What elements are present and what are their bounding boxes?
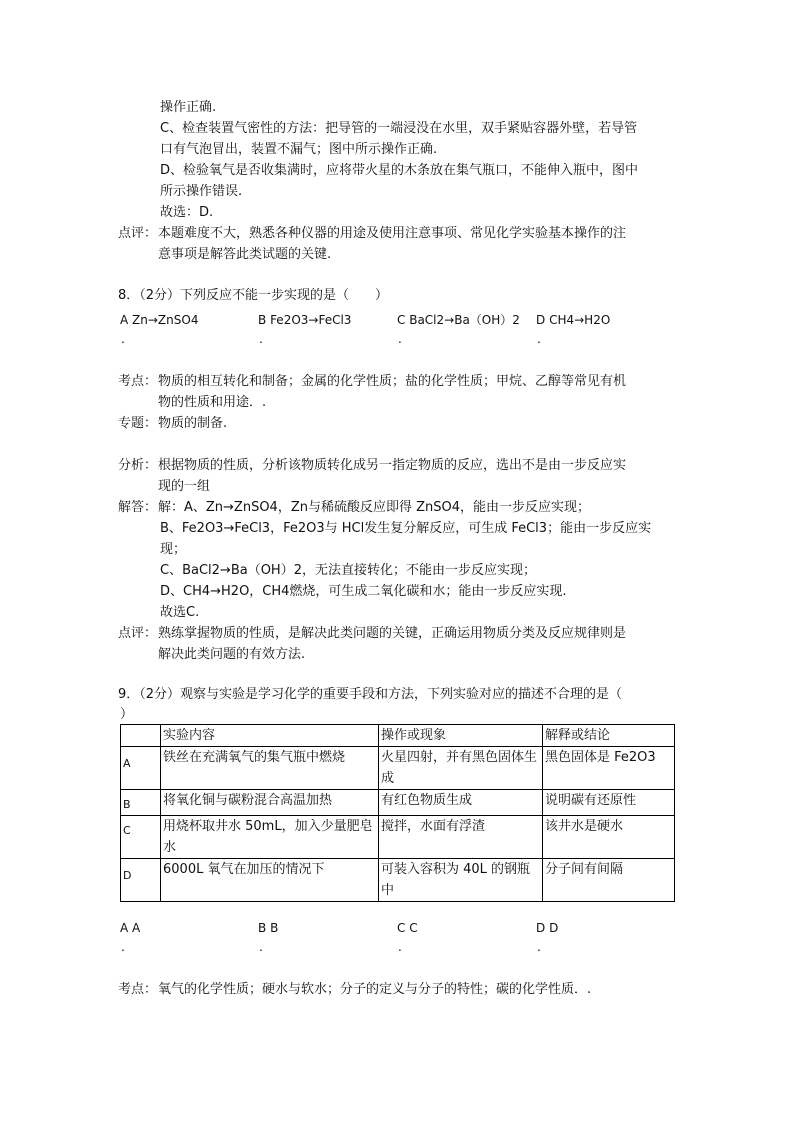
row-conclusion: 分子间有间隔: [543, 859, 675, 902]
q7-c-line1: C、检查装置气密性的方法：把导管的一端浸没在水里，双手紧贴容器外壁，若导管: [160, 121, 638, 136]
q8-kaodian-line1: 物质的相互转化和制备；金属的化学性质；盐的化学性质；甲烷、乙醇等常见有机: [158, 374, 627, 389]
table-header-row: [121, 725, 675, 747]
q7-review-line1: 本题难度不大，熟悉各种仪器的用途及使用注意事项、常见化学实验基本操作的注: [158, 226, 627, 241]
q8-review-line1: 熟练掌握物质的性质，是解决此类问题的关键，正确运用物质分类及反应规律则是: [158, 626, 627, 641]
option-letter: A: [120, 921, 129, 935]
table-header-cell: 实验内容: [161, 725, 379, 747]
option-text: B: [270, 921, 279, 935]
row-conclusion: 说明碳有还原性: [543, 790, 675, 816]
option-letter: B: [258, 313, 267, 327]
q9-stem-line1: 9．（2分）观察与实验是学习化学的重要手段和方法，下列实验对应的描述不合理的是（: [118, 687, 623, 702]
q8-review-label: 点评：: [118, 626, 158, 641]
option-dot: .: [398, 940, 402, 954]
q7-answer: 故选：D.: [160, 205, 214, 220]
q8-fenxi-line1: 根据物质的性质，分析该物质转化成另一指定物质的反应，选出不是由一步反应实: [158, 458, 627, 473]
q8-answer: 故选C.: [160, 605, 200, 620]
q7-d-line1: D、检验氧气是否收集满时，应将带火星的木条放在集气瓶口，不能伸入瓶中，图中: [160, 163, 639, 178]
row-id: C: [121, 816, 161, 859]
q8-jieda-b1: B、Fe2O3→FeCl3，Fe2O3与 HCl发生复分解反应，可生成 FeCl3；能由一步反应实: [160, 521, 652, 536]
option-text: Zn→ZnSO4: [132, 313, 199, 327]
experiment-table: [120, 724, 675, 902]
row-content: 铁丝在充满氧气的集气瓶中燃烧: [161, 747, 379, 790]
table-header-cell: 解释或结论: [543, 725, 675, 747]
q8-review-line2: 解决此类问题的有效方法.: [158, 647, 306, 662]
option-text: A: [132, 921, 141, 935]
q8-stem: 8．（2分）下列反应不能一步实现的是（ ）: [118, 288, 389, 303]
option-letter: D: [536, 921, 546, 935]
q9-kaodian: 氧气的化学性质；硬水与软水；分子的定义与分子的特性；碳的化学性质．.: [158, 982, 592, 997]
table-header-cell: [121, 725, 161, 747]
option-letter: A: [120, 313, 129, 327]
option-letter: B: [258, 921, 267, 935]
q7-d-line2: 所示操作错误.: [160, 184, 243, 199]
option-text: CH4→H2O: [549, 313, 611, 327]
q8-jieda-label: 解答：: [118, 500, 158, 515]
option-dot: .: [121, 940, 125, 954]
q8-zhuanti-label: 专题：: [118, 416, 158, 431]
table-row: [121, 747, 675, 790]
option-letter: C: [397, 313, 406, 327]
option-dot: .: [537, 940, 541, 954]
q7-review-line2: 意事项是解答此类试题的关键.: [158, 247, 332, 262]
q7-c-line2: 口有气泡冒出，装置不漏气；图中所示操作正确.: [160, 142, 438, 157]
option-text: BaCl2→Ba（OH）2: [409, 313, 520, 327]
q9-kaodian-label: 考点：: [118, 982, 158, 997]
option-dot: .: [259, 940, 263, 954]
table-header-cell: 操作或现象: [379, 725, 543, 747]
q8-jieda-c: C、BaCl2→Ba（OH）2，无法直接转化；不能由一步反应实现；: [160, 563, 536, 578]
row-phenomenon: 可装入容积为 40L 的钢瓶中: [379, 859, 543, 902]
option-dot: .: [398, 332, 402, 346]
option-letter: C: [397, 921, 406, 935]
q8-jieda-a: 解：A、Zn→ZnSO4，Zn与稀硫酸反应即得 ZnSO4，能由一步反应实现；: [158, 500, 591, 515]
q9-stem-line2: ）: [120, 707, 134, 722]
table-row: [121, 790, 675, 816]
option-dot: .: [259, 332, 263, 346]
row-conclusion: 该井水是硬水: [543, 816, 675, 859]
q7-review-label: 点评：: [118, 226, 158, 241]
q8-fenxi-line2: 现的一组: [158, 479, 211, 494]
q8-jieda-d: D、CH4→H2O，CH4燃烧，可生成二氧化碳和水；能由一步反应实现.: [160, 584, 567, 599]
q8-kaodian-label: 考点：: [118, 374, 158, 389]
row-id: D: [121, 859, 161, 902]
row-id: A: [121, 747, 161, 790]
q7-line1: 操作正确.: [160, 100, 217, 115]
q8-fenxi-label: 分析：: [118, 458, 158, 473]
option-dot: .: [121, 332, 125, 346]
row-content: 6000L 氧气在加压的情况下: [161, 859, 379, 902]
option-text: Fe2O3→FeCl3: [270, 313, 352, 327]
row-content: 将氧化铜与碳粉混合高温加热: [161, 790, 379, 816]
row-phenomenon: 火星四射，并有黑色固体生成: [379, 747, 543, 790]
row-phenomenon: 搅拌，水面有浮渣: [379, 816, 543, 859]
q8-kaodian-line2: 物的性质和用途．.: [158, 395, 267, 410]
q8-zhuanti: 物质的制备.: [158, 416, 228, 431]
option-text: C: [409, 921, 418, 935]
option-text: D: [549, 921, 559, 935]
table-row: [121, 859, 675, 902]
row-content: 用烧杯取井水 50mL，加入少量肥皂水: [161, 816, 379, 859]
option-dot: .: [537, 332, 541, 346]
row-conclusion: 黑色固体是 Fe2O3: [543, 747, 675, 790]
option-letter: D: [536, 313, 546, 327]
table-row: [121, 816, 675, 859]
row-id: B: [121, 790, 161, 816]
q8-jieda-b2: 现；: [160, 542, 187, 557]
row-phenomenon: 有红色物质生成: [379, 790, 543, 816]
